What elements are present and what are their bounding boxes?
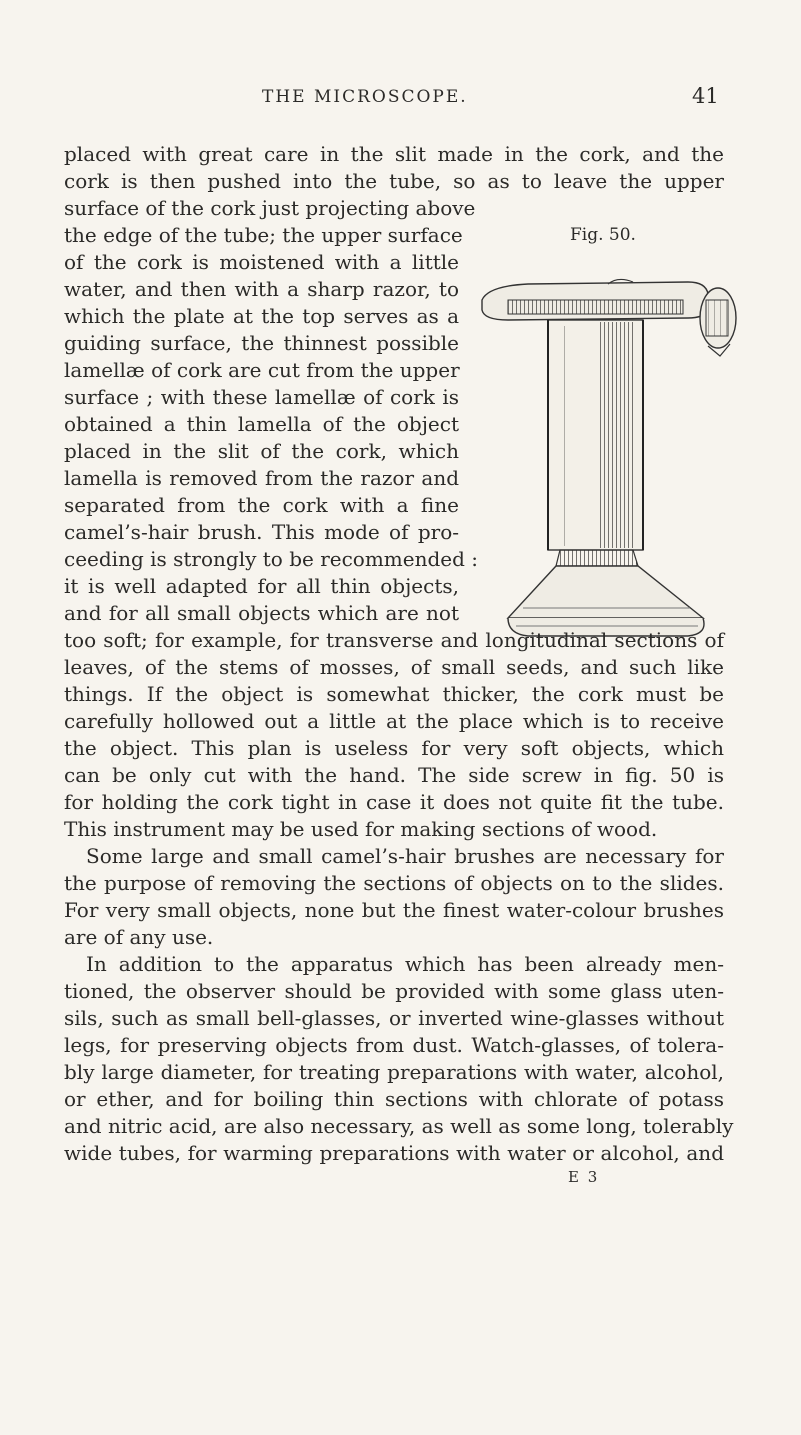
text-line: or ether, and for boiling thin sections with chlorate of potass <box>64 1087 724 1111</box>
text-line: the object. This plan is useless for very soft objects, which <box>64 736 724 760</box>
figure-caption: Fig. 50. <box>570 225 636 245</box>
text-line: cork is then pushed into the tube, so as to leave the upper <box>64 169 724 193</box>
text-line: This instrument may be used for making sections of wood. <box>64 817 658 841</box>
text-line: things. If the object is somewhat thicker, the cork must be <box>64 682 724 706</box>
text-line: surface ; with these lamellæ of cork is <box>64 385 459 409</box>
text-line: for holding the cork tight in case it does not quite fit the tube. <box>64 790 724 814</box>
text-line: bly large diameter, for treating preparations with water, alcohol, <box>64 1060 724 1084</box>
text-line: are of any use. <box>64 925 214 949</box>
text-line: the edge of the tube; the upper surface <box>64 223 463 247</box>
text-line: and for all small objects which are not <box>64 601 459 625</box>
microtome-icon <box>468 222 738 642</box>
text-line: leaves, of the stems of mosses, of small seeds, and such like <box>64 655 724 679</box>
text-line: legs, for preserving objects from dust. Watch-glasses, of tolera- <box>64 1033 724 1057</box>
text-line: obtained a thin lamella of the object <box>64 412 459 436</box>
text-line: lamellæ of cork are cut from the upper <box>64 358 460 382</box>
text-line: too soft; for example, for transverse and longitudinal sections of <box>64 628 724 652</box>
text-line: In addition to the apparatus which has been already men- <box>86 952 724 976</box>
page-number: 41 <box>692 84 719 108</box>
text-line: wide tubes, for warming preparations with water or alcohol, and <box>64 1141 724 1165</box>
text-line: it is well adapted for all thin objects, <box>64 574 459 598</box>
text-line: which the plate at the top serves as a <box>64 304 459 328</box>
text-line: of the cork is moistened with a little <box>64 250 459 274</box>
text-line: separated from the cork with a fine <box>64 493 459 517</box>
text-line: camel’s-hair brush. This mode of pro- <box>64 520 459 544</box>
text-line: ceeding is strongly to be recommended : <box>64 547 479 571</box>
text-line: the purpose of removing the sections of objects on to the slides. <box>64 871 724 895</box>
signature-mark: E 3 <box>568 1168 600 1186</box>
text-line: lamella is removed from the razor and <box>64 466 459 490</box>
text-line: surface of the cork just projecting above <box>64 196 476 220</box>
text-line: carefully hollowed out a little at the place which is to receive <box>64 709 724 733</box>
text-line: placed in the slit of the cork, which <box>64 439 459 463</box>
text-line: For very small objects, none but the finest water-colour brushes <box>64 898 724 922</box>
text-line: Some large and small camel’s-hair brushes are necessary for <box>86 844 724 868</box>
text-line: guiding surface, the thinnest possible <box>64 331 459 355</box>
text-line: and nitric acid, are also necessary, as well as some long, tolerably <box>64 1114 734 1138</box>
text-line: sils, such as small bell-glasses, or inverted wine-glasses without <box>64 1006 724 1030</box>
text-line: tioned, the observer should be provided with some glass uten- <box>64 979 724 1003</box>
text-line: water, and then with a sharp razor, to <box>64 277 459 301</box>
text-line: placed with great care in the slit made in the cork, and the <box>64 142 724 166</box>
text-line: can be only cut with the hand. The side screw in fig. 50 is <box>64 763 724 787</box>
running-head: THE MICROSCOPE. <box>262 87 468 107</box>
